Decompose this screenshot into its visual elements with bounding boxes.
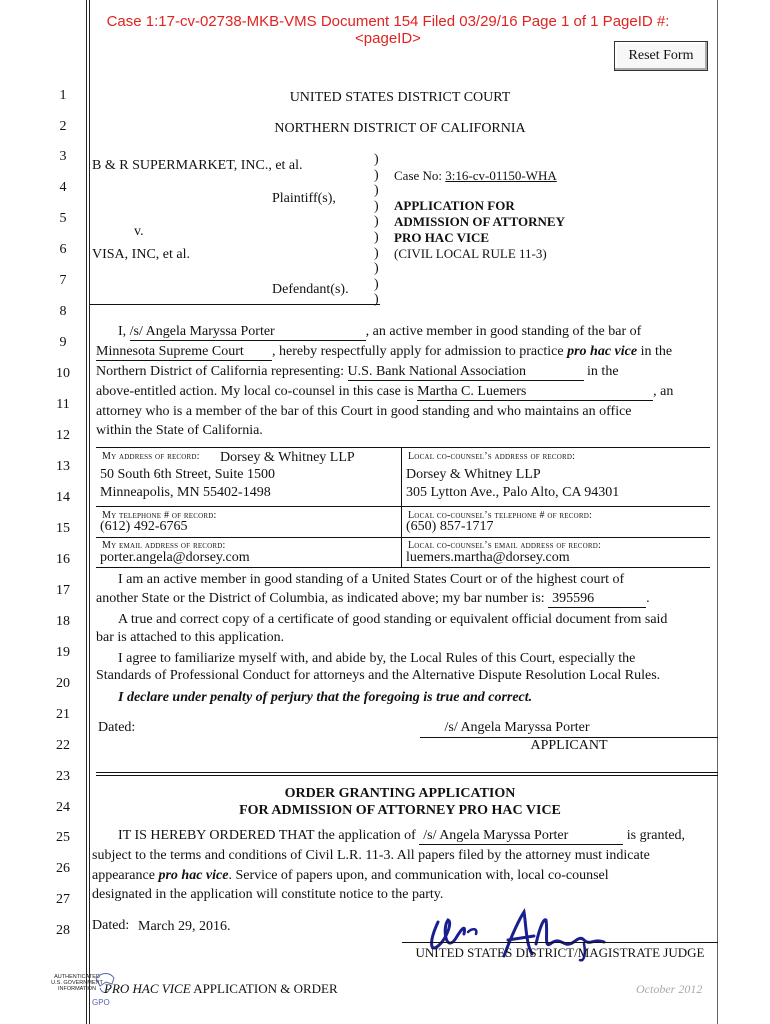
my-email-label: My email address of record: xyxy=(102,540,226,551)
my-address-line3[interactable]: Minneapolis, MN 55402-1498 xyxy=(100,485,271,500)
versus: v. xyxy=(134,224,144,239)
judge-label: UNITED STATES DISTRICT/MAGISTRATE JUDGE xyxy=(415,945,705,960)
statement-1b: another State or the District of Columbia, as indicated above; my bar number is: 395596 . xyxy=(96,591,650,606)
text: another State or the District of Columbia, as indicated above; my bar number is: xyxy=(96,591,545,606)
statement-2b: bar is attached to this application. xyxy=(96,630,285,645)
order-date-value[interactable]: March 29, 2016. xyxy=(138,919,231,934)
pro-hac-vice-text: pro hac vice xyxy=(567,344,638,359)
table-divider xyxy=(401,447,402,568)
reset-form-button[interactable]: Reset Form xyxy=(614,41,708,71)
text: , an xyxy=(653,384,674,399)
line-number: 6 xyxy=(59,242,67,257)
i-prefix: I, xyxy=(118,324,127,339)
line-number: 24 xyxy=(56,800,70,815)
representing-field[interactable]: U.S. Bank National Association xyxy=(348,364,584,381)
form-title-italic: PRO HAC VICE xyxy=(104,981,191,996)
bar-field[interactable]: Minnesota Supreme Court xyxy=(96,344,272,361)
order-dated-label: Dated: xyxy=(92,918,130,933)
application-line-6: within the State of California. xyxy=(96,423,263,438)
section-rule-top xyxy=(96,772,718,773)
bar-number-field[interactable]: 395596 xyxy=(548,591,646,608)
application-line-1 xyxy=(118,324,641,341)
statement-3b: Standards of Professional Conduct for attorneys and the Alternative Dispute Resolution Local Rules. xyxy=(96,668,661,683)
table-top-rule xyxy=(96,447,710,448)
text: in the xyxy=(587,364,619,379)
line-number: 16 xyxy=(56,552,70,567)
line-number: 10 xyxy=(56,366,70,381)
order-title-1: ORDER GRANTING APPLICATION xyxy=(284,786,516,801)
line-number: 5 xyxy=(59,211,67,226)
cocounsel-field[interactable]: Martha C. Luemers xyxy=(417,384,653,401)
line-number: 23 xyxy=(56,769,70,784)
form-title-rest: APPLICATION & ORDER xyxy=(190,981,338,996)
line-number: 9 xyxy=(59,335,67,350)
table-row-rule xyxy=(96,537,710,538)
line-number: 13 xyxy=(56,459,70,474)
local-email-label: Local co-counsel’s email address of record: xyxy=(408,540,601,551)
plaintiff-name: B & R SUPERMARKET, INC., et al. xyxy=(92,158,303,173)
statement-perjury: I declare under penalty of perjury that the foregoing is true and correct. xyxy=(118,690,533,705)
text: is granted, xyxy=(626,828,686,843)
line-number: 28 xyxy=(56,923,70,938)
form-date: October 2012 xyxy=(636,982,703,996)
document-title-line: PRO HAC VICE xyxy=(394,230,490,245)
line-number: 26 xyxy=(56,861,70,876)
left-margin-rule xyxy=(86,0,87,1024)
text: Northern District of California representing: xyxy=(96,364,345,379)
case-number-label: Case No: xyxy=(394,168,443,183)
case-number-field xyxy=(394,168,557,184)
local-phone-value[interactable]: (650) 857-1717 xyxy=(406,519,494,534)
line-number: 15 xyxy=(56,521,70,536)
caption-parentheses: ) ) ) ) ) ) ) ) ) ) xyxy=(374,152,379,308)
plaintiff-role: Plaintiff(s), xyxy=(272,191,336,206)
statement-3a: I agree to familiarize myself with, and abide by, the Local Rules of this Court, especially the xyxy=(118,651,636,666)
pro-hac-vice-text: pro hac vice xyxy=(158,868,229,883)
line-number: 11 xyxy=(56,397,70,412)
order-line-2: subject to the terms and conditions of Civil L.R. 11-3. All papers filed by the attorney must indicate xyxy=(92,848,650,863)
order-title-2: FOR ADMISSION OF ATTORNEY PRO HAC VICE xyxy=(239,803,561,818)
table-row-rule xyxy=(96,506,710,507)
order-applicant-field[interactable]: /s/ Angela Maryssa Porter xyxy=(419,828,623,845)
document-title xyxy=(394,198,565,262)
text: IT IS HEREBY ORDERED THAT the application of xyxy=(118,828,416,843)
form-title xyxy=(104,981,338,997)
line-number: 12 xyxy=(56,428,70,443)
application-line-2 xyxy=(96,344,672,361)
filing-stamp xyxy=(88,13,688,47)
my-phone-label: My telephone # of record: xyxy=(102,510,217,521)
line-number: 7 xyxy=(59,273,67,288)
court-district: NORTHERN DISTRICT OF CALIFORNIA xyxy=(274,121,526,136)
local-address-label: Local co-counsel’s address of record: xyxy=(408,451,576,462)
document-title-line: ADMISSION OF ATTORNEY xyxy=(394,214,565,229)
line-number: 25 xyxy=(56,830,70,845)
line-number: 14 xyxy=(56,490,70,505)
line-number: 20 xyxy=(56,676,70,691)
line-number: 22 xyxy=(56,738,70,753)
statement-2a: A true and correct copy of a certificate of good standing or equivalent official document from said xyxy=(118,612,668,627)
local-phone-label: Local co-counsel’s telephone # of record: xyxy=(408,510,592,521)
line-number: 18 xyxy=(56,614,70,629)
filing-stamp-line1: Case 1:17-cv-02738-MKB-VMS Document 154 Filed 03/29/16 Page 1 of 1 PageID #: xyxy=(106,13,670,30)
section-rule-bottom xyxy=(96,775,718,776)
text: , an active member in good standing of the bar of xyxy=(365,324,642,339)
local-address-line2[interactable]: 305 Lytton Ave., Palo Alto, CA 94301 xyxy=(406,485,620,500)
document-title-line: APPLICATION FOR xyxy=(394,198,515,213)
applicant-name-field[interactable]: /s/ Angela Maryssa Porter xyxy=(130,324,366,341)
document-title-rule: (CIVIL LOCAL RULE 11-3) xyxy=(394,246,547,261)
filing-stamp-line2: <pageID> xyxy=(355,30,421,47)
gpo-text: U.S. GOVERNMENT xyxy=(51,980,103,986)
defendant-name: VISA, INC, et al. xyxy=(92,247,190,262)
my-address-line1[interactable]: Dorsey & Whitney LLP xyxy=(220,450,355,465)
gpo-text: AUTHENTICATED xyxy=(54,974,100,980)
local-email-value[interactable]: luemers.martha@dorsey.com xyxy=(406,550,570,565)
table-bottom-rule xyxy=(96,567,710,568)
order-line-4: designated in the application will constitute notice to the party. xyxy=(92,887,444,902)
text: above-entitled action. My local co-counsel in this case is xyxy=(96,384,414,399)
statement-1a: I am an active member in good standing of a United States Court or of the highest court of xyxy=(118,572,625,587)
gpo-text: INFORMATION xyxy=(57,986,97,992)
text: appearance xyxy=(92,868,155,883)
application-line-5: attorney who is a member of the bar of this Court in good standing and who maintains an office xyxy=(96,404,632,419)
my-phone-value[interactable]: (612) 492-6765 xyxy=(100,519,188,534)
court-title: UNITED STATES DISTRICT COURT xyxy=(289,90,511,105)
applicant-signature[interactable]: /s/ Angela Maryssa Porter xyxy=(444,720,590,735)
my-email-value[interactable]: porter.angela@dorsey.com xyxy=(100,550,250,565)
caption-underline xyxy=(90,304,380,305)
line-number: 19 xyxy=(56,645,70,660)
line-number: 17 xyxy=(56,583,70,598)
text: . Service of papers upon, and communication with, local co-counsel xyxy=(228,868,609,883)
defendant-role: Defendant(s). xyxy=(272,282,349,297)
text: , hereby respectfully apply for admission to practice xyxy=(272,344,564,359)
case-number-value: 3:16-cv-01150-WHA xyxy=(445,168,557,183)
application-line-4 xyxy=(96,384,673,401)
left-margin-rule-inner xyxy=(89,0,90,1024)
line-number: 8 xyxy=(59,304,67,319)
my-address-label: My address of record: xyxy=(102,451,200,462)
line-number: 27 xyxy=(56,892,70,907)
application-line-3 xyxy=(96,364,619,381)
line-number: 4 xyxy=(59,180,67,195)
local-address-line1[interactable]: Dorsey & Whitney LLP xyxy=(406,467,541,482)
my-address-line2[interactable]: 50 South 6th Street, Suite 1500 xyxy=(100,467,275,482)
right-margin-rule xyxy=(717,0,718,1024)
applicant-role: APPLICANT xyxy=(530,738,608,753)
dated-label: Dated: xyxy=(98,720,136,735)
gpo-label: GPO xyxy=(92,998,110,1007)
text: in the xyxy=(640,344,673,359)
line-number: 3 xyxy=(59,149,67,164)
judge-signature-line xyxy=(402,942,718,943)
order-line-1 xyxy=(118,828,685,845)
order-line-3 xyxy=(92,868,609,884)
line-number: 1 xyxy=(59,88,67,103)
line-number: 21 xyxy=(56,707,70,722)
line-number: 2 xyxy=(59,119,67,134)
